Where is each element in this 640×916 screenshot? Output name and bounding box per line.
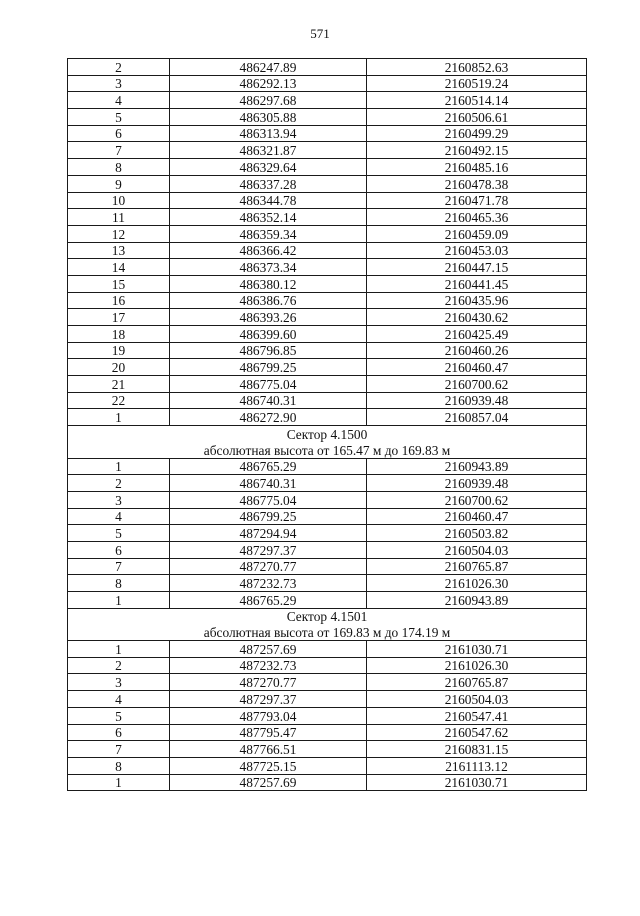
x-coordinate-cell: 486740.31 <box>170 475 367 492</box>
table-row <box>68 125 587 142</box>
point-number-cell: 8 <box>68 575 170 592</box>
x-coordinate-cell: 486765.29 <box>170 458 367 475</box>
y-coordinate-cell: 2161026.30 <box>367 575 587 592</box>
point-number-cell: 7 <box>68 142 170 159</box>
x-coordinate-cell: 486796.85 <box>170 342 367 359</box>
point-number-cell: 4 <box>68 508 170 525</box>
y-coordinate-cell: 2160939.48 <box>367 475 587 492</box>
table-row <box>68 376 587 393</box>
coordinates-table-body <box>68 59 587 791</box>
x-coordinate-cell: 486386.76 <box>170 292 367 309</box>
x-coordinate-cell: 486305.88 <box>170 109 367 126</box>
point-number-cell: 21 <box>68 376 170 393</box>
table-row <box>68 508 587 525</box>
x-coordinate-cell: 486799.25 <box>170 508 367 525</box>
point-number-cell: 13 <box>68 242 170 259</box>
y-coordinate-cell: 2160435.96 <box>367 292 587 309</box>
table-row <box>68 592 587 609</box>
table-row <box>68 209 587 226</box>
point-number-cell: 9 <box>68 175 170 192</box>
x-coordinate-cell: 486740.31 <box>170 392 367 409</box>
table-row <box>68 142 587 159</box>
x-coordinate-cell: 487795.47 <box>170 724 367 741</box>
table-row <box>68 691 587 708</box>
table-row <box>68 392 587 409</box>
y-coordinate-cell: 2160471.78 <box>367 192 587 209</box>
y-coordinate-cell: 2160425.49 <box>367 326 587 343</box>
x-coordinate-cell: 487257.69 <box>170 641 367 658</box>
y-coordinate-cell: 2160504.03 <box>367 691 587 708</box>
table-row <box>68 541 587 558</box>
altitude-range: абсолютная высота от 165.47 м до 169.83 м <box>68 442 587 458</box>
table-row <box>68 292 587 309</box>
point-number-cell: 7 <box>68 558 170 575</box>
point-number-cell: 4 <box>68 691 170 708</box>
point-number-cell: 5 <box>68 707 170 724</box>
y-coordinate-cell: 2160700.62 <box>367 491 587 508</box>
table-row <box>68 475 587 492</box>
point-number-cell: 10 <box>68 192 170 209</box>
table-row <box>68 458 587 475</box>
y-coordinate-cell: 2160430.62 <box>367 309 587 326</box>
altitude-row <box>68 442 587 458</box>
y-coordinate-cell: 2160852.63 <box>367 59 587 76</box>
x-coordinate-cell: 486321.87 <box>170 142 367 159</box>
y-coordinate-cell: 2160831.15 <box>367 741 587 758</box>
x-coordinate-cell: 486292.13 <box>170 75 367 92</box>
x-coordinate-cell: 487294.94 <box>170 525 367 542</box>
point-number-cell: 19 <box>68 342 170 359</box>
x-coordinate-cell: 487270.77 <box>170 674 367 691</box>
x-coordinate-cell: 487257.69 <box>170 774 367 791</box>
table-row <box>68 724 587 741</box>
sector-header-row <box>68 608 587 624</box>
x-coordinate-cell: 486775.04 <box>170 491 367 508</box>
y-coordinate-cell: 2160478.38 <box>367 175 587 192</box>
table-row <box>68 774 587 791</box>
y-coordinate-cell: 2160765.87 <box>367 558 587 575</box>
page-number: 571 <box>310 26 330 41</box>
x-coordinate-cell: 486775.04 <box>170 376 367 393</box>
table-row <box>68 707 587 724</box>
x-coordinate-cell: 486247.89 <box>170 59 367 76</box>
x-coordinate-cell: 487725.15 <box>170 757 367 774</box>
y-coordinate-cell: 2160700.62 <box>367 376 587 393</box>
y-coordinate-cell: 2161113.12 <box>367 757 587 774</box>
point-number-cell: 6 <box>68 541 170 558</box>
point-number-cell: 3 <box>68 75 170 92</box>
table-row <box>68 275 587 292</box>
y-coordinate-cell: 2160441.45 <box>367 275 587 292</box>
point-number-cell: 1 <box>68 409 170 426</box>
y-coordinate-cell: 2160460.26 <box>367 342 587 359</box>
y-coordinate-cell: 2160765.87 <box>367 674 587 691</box>
point-number-cell: 7 <box>68 741 170 758</box>
y-coordinate-cell: 2160943.89 <box>367 458 587 475</box>
point-number-cell: 12 <box>68 225 170 242</box>
altitude-row <box>68 624 587 640</box>
point-number-cell: 11 <box>68 209 170 226</box>
x-coordinate-cell: 486313.94 <box>170 125 367 142</box>
y-coordinate-cell: 2160519.24 <box>367 75 587 92</box>
y-coordinate-cell: 2160485.16 <box>367 159 587 176</box>
x-coordinate-cell: 487232.73 <box>170 575 367 592</box>
point-number-cell: 18 <box>68 326 170 343</box>
x-coordinate-cell: 486329.64 <box>170 159 367 176</box>
point-number-cell: 1 <box>68 592 170 609</box>
point-number-cell: 6 <box>68 125 170 142</box>
table-row <box>68 159 587 176</box>
y-coordinate-cell: 2160460.47 <box>367 508 587 525</box>
x-coordinate-cell: 486399.60 <box>170 326 367 343</box>
table-row <box>68 259 587 276</box>
x-coordinate-cell: 486799.25 <box>170 359 367 376</box>
table-row <box>68 326 587 343</box>
x-coordinate-cell: 487232.73 <box>170 657 367 674</box>
point-number-cell: 2 <box>68 59 170 76</box>
point-number-cell: 8 <box>68 757 170 774</box>
x-coordinate-cell: 486359.34 <box>170 225 367 242</box>
x-coordinate-cell: 486380.12 <box>170 275 367 292</box>
point-number-cell: 20 <box>68 359 170 376</box>
y-coordinate-cell: 2160943.89 <box>367 592 587 609</box>
point-number-cell: 3 <box>68 674 170 691</box>
y-coordinate-cell: 2160503.82 <box>367 525 587 542</box>
y-coordinate-cell: 2161030.71 <box>367 641 587 658</box>
table-row <box>68 309 587 326</box>
altitude-range: абсолютная высота от 169.83 м до 174.19 м <box>68 624 587 640</box>
x-coordinate-cell: 486337.28 <box>170 175 367 192</box>
table-row <box>68 558 587 575</box>
table-row <box>68 359 587 376</box>
table-row <box>68 741 587 758</box>
y-coordinate-cell: 2160514.14 <box>367 92 587 109</box>
table-row <box>68 525 587 542</box>
x-coordinate-cell: 487297.37 <box>170 691 367 708</box>
point-number-cell: 8 <box>68 159 170 176</box>
point-number-cell: 16 <box>68 292 170 309</box>
x-coordinate-cell: 486352.14 <box>170 209 367 226</box>
y-coordinate-cell: 2160857.04 <box>367 409 587 426</box>
y-coordinate-cell: 2160447.15 <box>367 259 587 276</box>
table-row <box>68 59 587 76</box>
table-row <box>68 757 587 774</box>
x-coordinate-cell: 486272.90 <box>170 409 367 426</box>
point-number-cell: 5 <box>68 525 170 542</box>
x-coordinate-cell: 486344.78 <box>170 192 367 209</box>
table-row <box>68 342 587 359</box>
point-number-cell: 6 <box>68 724 170 741</box>
point-number-cell: 3 <box>68 491 170 508</box>
table-row <box>68 225 587 242</box>
point-number-cell: 1 <box>68 458 170 475</box>
table-row <box>68 92 587 109</box>
sector-header-row <box>68 426 587 442</box>
table-row <box>68 674 587 691</box>
y-coordinate-cell: 2160460.47 <box>367 359 587 376</box>
y-coordinate-cell: 2160547.62 <box>367 724 587 741</box>
table-row <box>68 641 587 658</box>
x-coordinate-cell: 486765.29 <box>170 592 367 609</box>
point-number-cell: 15 <box>68 275 170 292</box>
x-coordinate-cell: 487270.77 <box>170 558 367 575</box>
y-coordinate-cell: 2160504.03 <box>367 541 587 558</box>
y-coordinate-cell: 2160492.15 <box>367 142 587 159</box>
y-coordinate-cell: 2160453.03 <box>367 242 587 259</box>
y-coordinate-cell: 2161030.71 <box>367 774 587 791</box>
table-row <box>68 657 587 674</box>
table-row <box>68 175 587 192</box>
sector-title: Сектор 4.1501 <box>68 608 587 624</box>
point-number-cell: 1 <box>68 774 170 791</box>
point-number-cell: 17 <box>68 309 170 326</box>
table-row <box>68 491 587 508</box>
table-row <box>68 109 587 126</box>
point-number-cell: 2 <box>68 475 170 492</box>
point-number-cell: 1 <box>68 641 170 658</box>
table-row <box>68 192 587 209</box>
y-coordinate-cell: 2160939.48 <box>367 392 587 409</box>
y-coordinate-cell: 2161026.30 <box>367 657 587 674</box>
point-number-cell: 5 <box>68 109 170 126</box>
x-coordinate-cell: 486393.26 <box>170 309 367 326</box>
table-row <box>68 242 587 259</box>
table-row <box>68 409 587 426</box>
y-coordinate-cell: 2160499.29 <box>367 125 587 142</box>
y-coordinate-cell: 2160465.36 <box>367 209 587 226</box>
point-number-cell: 14 <box>68 259 170 276</box>
y-coordinate-cell: 2160506.61 <box>367 109 587 126</box>
x-coordinate-cell: 487793.04 <box>170 707 367 724</box>
table-row <box>68 575 587 592</box>
x-coordinate-cell: 487766.51 <box>170 741 367 758</box>
y-coordinate-cell: 2160459.09 <box>367 225 587 242</box>
point-number-cell: 2 <box>68 657 170 674</box>
coordinates-table <box>67 58 587 791</box>
sector-title: Сектор 4.1500 <box>68 426 587 442</box>
x-coordinate-cell: 486373.34 <box>170 259 367 276</box>
x-coordinate-cell: 486297.68 <box>170 92 367 109</box>
x-coordinate-cell: 487297.37 <box>170 541 367 558</box>
point-number-cell: 4 <box>68 92 170 109</box>
x-coordinate-cell: 486366.42 <box>170 242 367 259</box>
point-number-cell: 22 <box>68 392 170 409</box>
table-row <box>68 75 587 92</box>
y-coordinate-cell: 2160547.41 <box>367 707 587 724</box>
